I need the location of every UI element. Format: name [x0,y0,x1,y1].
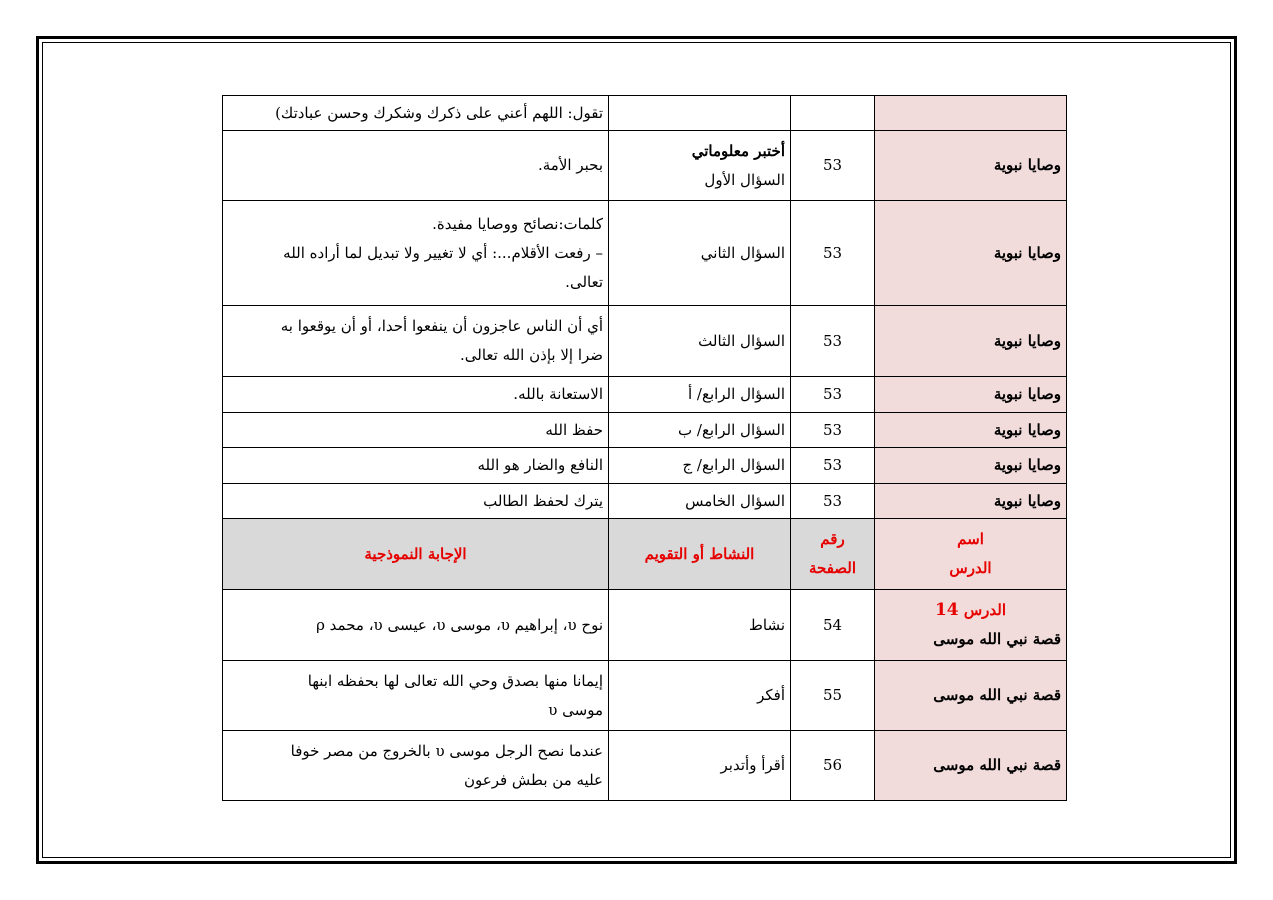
answer-cell [223,661,609,731]
page-number-cell: 53 [791,201,875,306]
answer-cell [223,96,609,131]
answer-line: حفظ الله [545,420,603,439]
activity-cell: نشاط [609,590,791,661]
page-number-cell: 56 [791,731,875,801]
answer-cell [223,448,609,484]
table-row [223,590,1067,661]
header-page-line: رقم [820,530,845,548]
lesson-number-label [880,596,1061,625]
table-row [223,96,1067,131]
activity-cell: السؤال الثاني [609,201,791,306]
lesson-title: قصة نبي الله موسى [933,630,1061,648]
answer-line: النافع والضار هو الله [477,456,603,474]
table-row [223,448,1067,484]
header-activity: النشاط أو التقويم [609,519,791,590]
lesson-name-cell: وصايا نبوية [875,413,1067,448]
page-number-cell [791,96,875,131]
table-row [223,731,1067,801]
lesson-name-cell: وصايا نبوية [875,484,1067,519]
lesson-name-cell: وصايا نبوية [875,201,1067,306]
lesson-name-cell [875,590,1067,661]
activity-cell: السؤال الرابع/ ب [609,413,791,448]
table-header-row [223,519,1067,590]
answer-line: يترك لحفظ الطالب [483,491,603,510]
activity-cell [609,96,791,131]
activity-cell: السؤال الخامس [609,484,791,519]
answers-table [222,95,1067,801]
activity-heading: أختبر معلوماتي [691,141,785,160]
answer-line: أي أن الناس عاجزون أن ينفعوا أحدا، أو أن يوقعوا به [280,317,603,335]
page-number-cell: 53 [791,413,875,448]
answer-line: نوح υ، إبراهيم υ، موسى υ، عيسى υ، محمد ρ [316,615,603,634]
activity-cell [609,131,791,201]
activity-cell: السؤال الرابع/ ج [609,448,791,484]
table-row [223,484,1067,519]
table-row [223,661,1067,731]
page-number-cell: 54 [791,590,875,661]
page-number-cell: 53 [791,377,875,413]
answer-cell [223,484,609,519]
lesson-name-cell: وصايا نبوية [875,131,1067,201]
answer-line: كلمات:نصائح ووصايا مفيدة. [432,214,603,233]
header-page-line: الصفحة [808,559,857,577]
answer-line: – رفعت الأقلام...: أي لا تغيير ولا تبديل لما أراده الله [283,243,603,262]
lesson-name-cell: وصايا نبوية [875,448,1067,484]
lesson-name-cell: وصايا نبوية [875,306,1067,377]
answer-cell [223,201,609,306]
activity-cell: السؤال الرابع/ أ [609,377,791,413]
answer-cell [223,131,609,201]
answer-line: موسى υ [548,700,603,719]
header-lesson-name [875,519,1067,590]
table-row [223,306,1067,377]
answer-cell [223,377,609,413]
header-lesson-line: الدرس [949,559,992,577]
lesson-label-text: الدرس [963,601,1007,619]
header-page-number [791,519,875,590]
table-row [223,377,1067,413]
page-number-cell: 53 [791,306,875,377]
answer-line: عندما نصح الرجل موسى υ بالخروج من مصر خوفا [290,741,603,760]
lesson-name-cell: قصة نبي الله موسى [875,731,1067,801]
lesson-number: 14 [934,600,959,620]
header-lesson-line: اسم [957,530,984,548]
lesson-name-cell: وصايا نبوية [875,377,1067,413]
activity-cell: أقرأ وأتدبر [609,731,791,801]
table-row [223,131,1067,201]
answer-line: تعالى. [565,272,603,291]
lesson-name-cell [875,96,1067,131]
answer-cell [223,590,609,661]
page-number-cell: 53 [791,131,875,201]
lesson-name-cell: قصة نبي الله موسى [875,661,1067,731]
answer-line: ضرا إلا بإذن الله تعالى. [460,346,603,364]
answer-line: تقول: اللهم أعني على ذكرك وشكرك وحسن عبادتك) [275,103,603,122]
answer-line: إيمانا منها بصدق وحي الله تعالى لها بحفظه ابنها [307,671,603,690]
page-number-cell: 55 [791,661,875,731]
answer-cell [223,306,609,377]
table-row [223,413,1067,448]
activity-label: السؤال الأول [704,170,785,189]
answer-line: الاستعانة بالله. [513,385,603,403]
answer-line: بحبر الأمة. [538,156,603,174]
page-number-cell: 53 [791,484,875,519]
activity-cell: السؤال الثالث [609,306,791,377]
answer-cell [223,731,609,801]
answer-line: عليه من بطش فرعون [463,770,603,789]
answer-cell [223,413,609,448]
table-row [223,201,1067,306]
header-answer: الإجابة النموذجية [223,519,609,590]
page-number-cell: 53 [791,448,875,484]
activity-cell: أفكر [609,661,791,731]
